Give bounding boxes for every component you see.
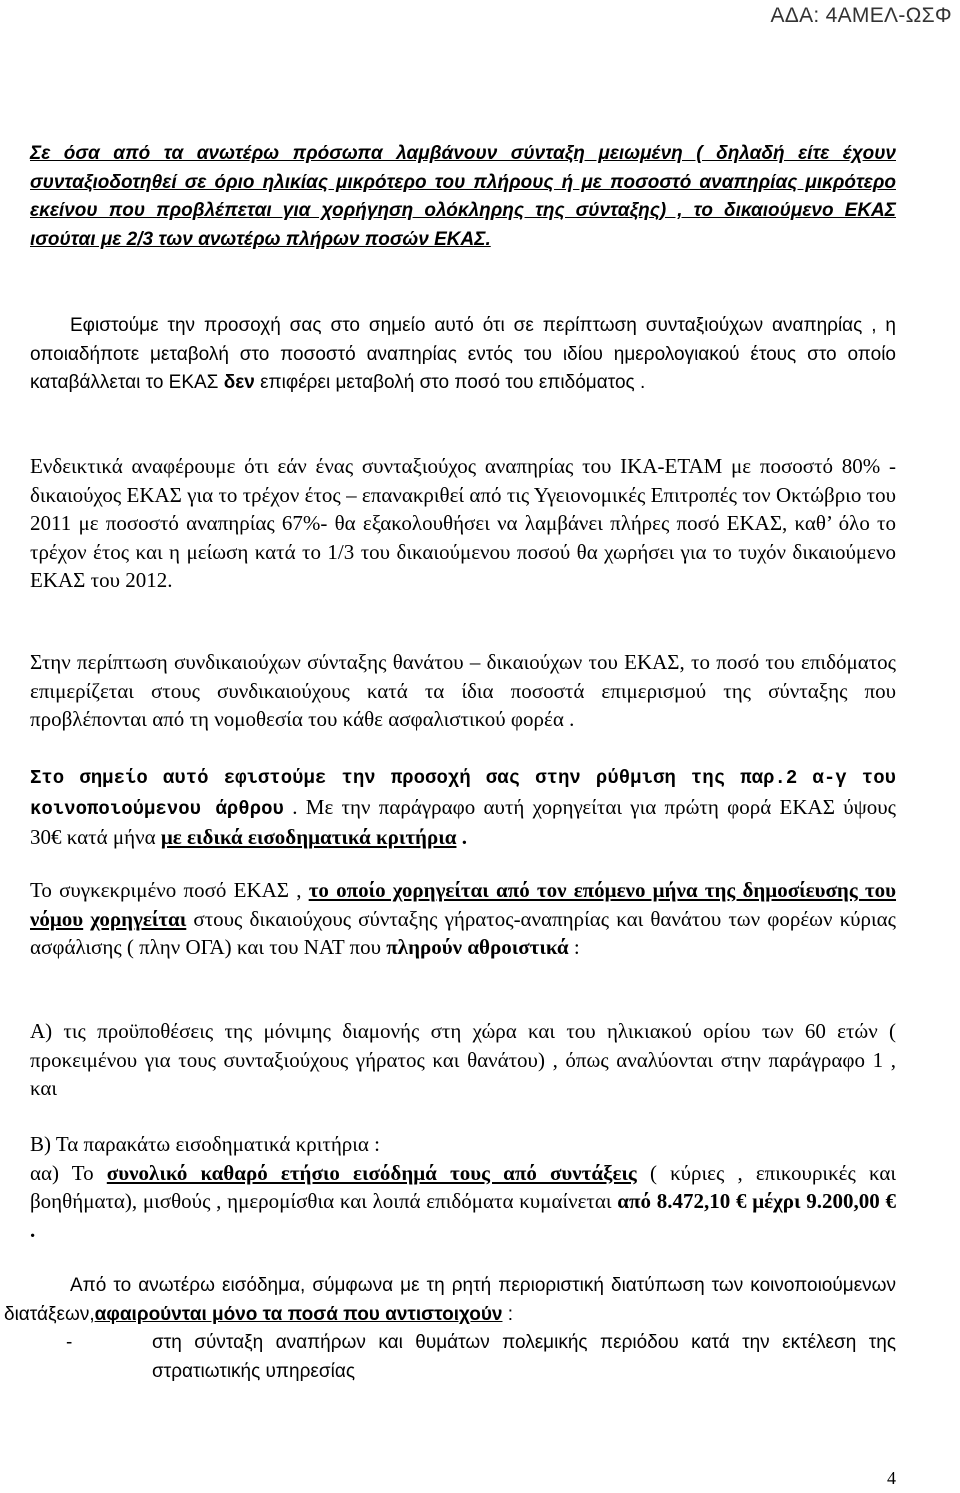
p5-bold: Στο σημείο αυτό εφιστούμε την προσοχή σας στην ρύθμιση της παρ.2 α-γ του κοινοποιούμενου άρθρου bbox=[30, 767, 896, 820]
paragraph-co-beneficiaries: Στην περίπτωση συνδικαιούχων σύνταξης θανάτου – δικαιούχων του ΕΚΑΣ, το ποσό του επιδόματος επιμερίζεται στους συνδικαιούχους κατά τα ίδια ποσοστά επιμερισμού της σύνταξης που προβλέπονται από τη νομοθεσία του κάθε ασφαλιστικού φορέα . bbox=[30, 650, 896, 731]
p2-bold: δεν bbox=[223, 372, 255, 393]
p6-text-c: : bbox=[568, 935, 580, 959]
p8-text-a: αα) Το bbox=[30, 1160, 107, 1185]
paragraph-specific-amount bbox=[30, 876, 896, 962]
p8-text-b: ( κύριες , επικουρικές και βοηθήματα), μισθούς , ημερομίσθια και λοιπά επιδόματα κυμαίνεται bbox=[30, 1160, 896, 1213]
paragraph-attention bbox=[30, 762, 896, 852]
paragraph-condition-b bbox=[30, 1130, 896, 1244]
list-dash: - bbox=[66, 1332, 73, 1353]
paragraph-disability-change bbox=[30, 312, 896, 398]
p9-text-b: : bbox=[502, 1303, 514, 1325]
p6-text-b: στους δικαιούχους σύνταξης γήρατος-αναπηρίας και θανάτου των φορέων κύριας ασφάλισης ( πλην ΟΓΑ) και του ΝΑΤ που bbox=[30, 906, 896, 959]
p5-bold-underline: με ειδικά εισοδηματικά κριτήρια bbox=[160, 825, 457, 849]
p8-line1: Β) Τα παρακάτω εισοδηματικά κριτήρια : bbox=[30, 1132, 381, 1156]
list-item-text: στη σύνταξη αναπήρων και θυμάτων πολεμικής περιόδου κατά την εκτέλεση της στρατιωτικής υπηρεσίας bbox=[152, 1332, 896, 1382]
p2-text-b: επιφέρει μεταβολή στο ποσό του επιδόματος . bbox=[254, 372, 646, 393]
ada-code: ΑΔΑ: 4ΑΜΕΛ-ΩΣΦ bbox=[770, 4, 952, 27]
p2-text-a: Εφιστούμε την προσοχή σας στο σημείο αυτό ότι σε περίπτωση συνταξιούχων αναπηρίας , η οποιαδήποτε μεταβολή στο ποσοστό αναπηρίας εντός του ιδίου ημερολογιακού έτους στο οποίο καταβάλλεται το ΕΚΑΣ bbox=[30, 315, 896, 393]
paragraph-example: Ενδεικτικά αναφέρουμε ότι εάν ένας συνταξιούχος αναπηρίας του ΙΚΑ-ΕΤΑΜ με ποσοστό 80% - δικαιούχος ΕΚΑΣ για το τρέχον έτος – επανακριθεί από τις Υγειονομικές Επιτροπές τον Οκτώβριο του 2011 με ποσοστό αναπηρίας 67%- θα εξακολουθήσει να λαμβάνει πλήρες ποσό ΕΚΑΣ, καθ’ όλο το τρέχον έτος και η μείωση κατά το 1/3 του δικαιούμενου ποσού θα χωρήσει για το τυχόν δικαιούμενο ΕΚΑΣ του 2012. bbox=[30, 454, 896, 592]
p9-text-a: Από το ανωτέρω εισόδημα, σύμφωνα με τη ρητή περιοριστική διατύπωση των κοινοποιούμενων διατάξεων, bbox=[4, 1275, 896, 1325]
p6-text-a: Το συγκεκριμένο ποσό ΕΚΑΣ , bbox=[30, 878, 309, 902]
p8-bold-underline: συνολικό καθαρό ετήσιο εισόδημά τους από συντάξεις bbox=[106, 1160, 637, 1185]
p5-text-a: . Με την παράγραφο αυτή χορηγείται για πρώτη φορά ΕΚΑΣ ύψους 30€ κατά μήνα bbox=[30, 794, 897, 849]
page-number: 4 bbox=[887, 1468, 896, 1488]
paragraph-condition-a: Α) τις προϋποθέσεις της μόνιμης διαμονής στη χώρα και του ηλικιακού ορίου των 60 ετών ( προκειμένου για τους συνταξιούχους γήρατος και θανάτου) , όπως αναλύονται στην παράγραφο 1 , και bbox=[30, 1019, 896, 1100]
paragraph-deductions bbox=[4, 1272, 896, 1329]
p9-bold-underline: αφαιρούνται μόνο τα ποσά που αντιστοιχούν bbox=[94, 1303, 503, 1325]
p6-bold: πληρούν αθροιστικά bbox=[386, 935, 569, 959]
p8-body bbox=[30, 1159, 896, 1245]
p6-bold-underline-1: το οποίο χορηγείται από τον επόμενο μήνα της δημοσίευσης του νόμου bbox=[30, 878, 897, 931]
p6-bold-underline-2: χορηγείται bbox=[90, 906, 187, 931]
paragraph-reduced-pension: Σε όσα από τα ανωτέρω πρόσωπα λαμβάνουν σύνταξη μειωμένη ( δηλαδή είτε έχουν συνταξιοδοτηθεί σε όριο ηλικίας μικρότερο του πλήρους ή με ποσοστό αναπηρίας μικρότερο εκείνου που προβλέπεται για χορήγηση ολόκληρης της σύνταξης) , το δικαιούμενο ΕΚΑΣ ισούται με 2/3 των ανωτέρω πλήρων ποσών ΕΚΑΣ. bbox=[30, 143, 896, 250]
p5-text-b: . bbox=[456, 825, 467, 849]
p8-bold: από 8.472,10 € μέχρι 9.200,00 € . bbox=[30, 1189, 896, 1242]
